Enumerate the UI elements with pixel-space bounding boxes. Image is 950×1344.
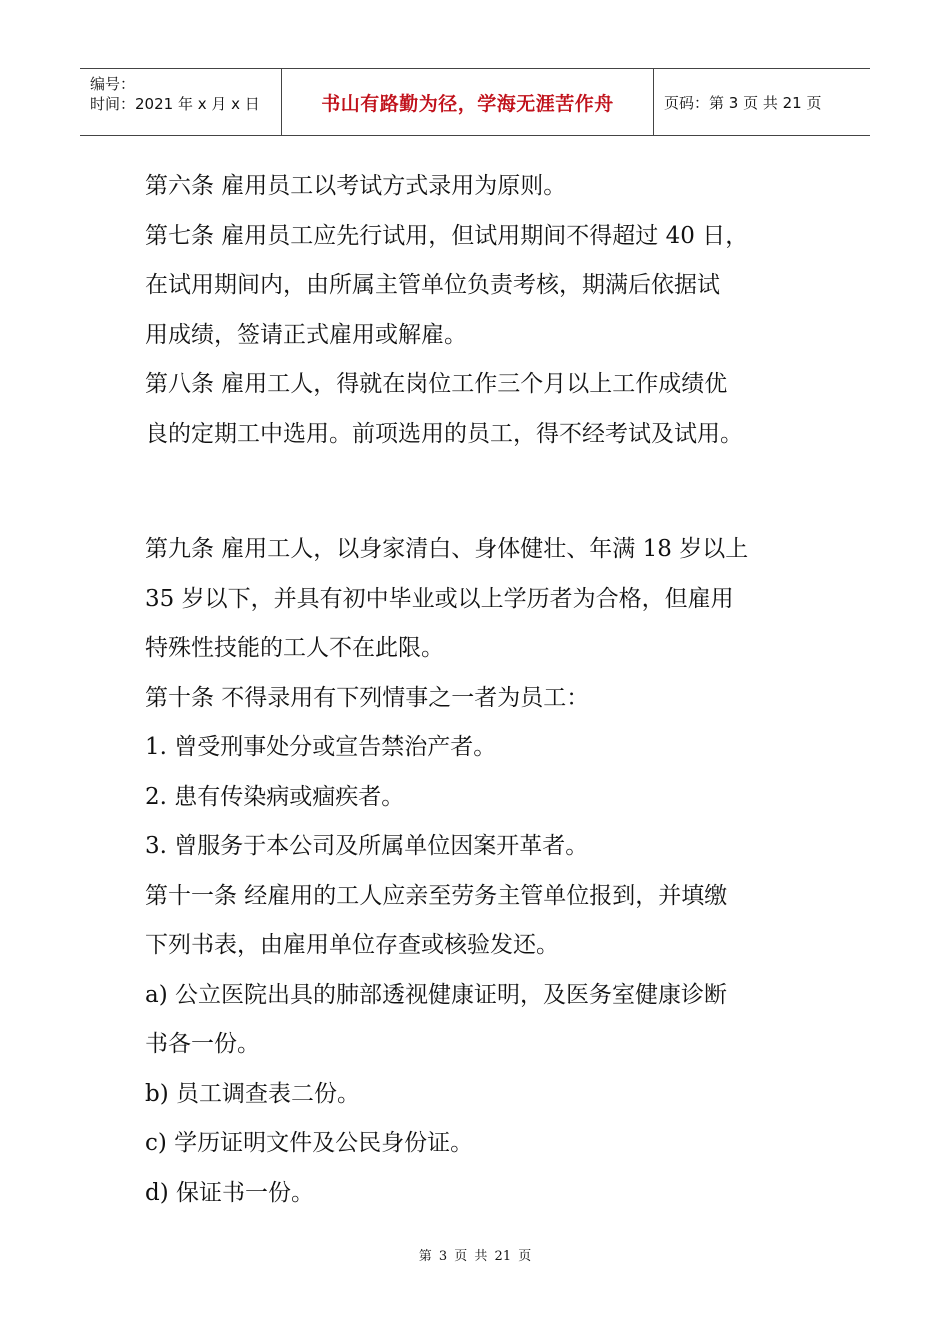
text-line: 书各一份。 [145, 1031, 260, 1057]
list-item: c) 学历证明文件及公民身份证。 [145, 1130, 474, 1156]
text-line: 下列书表，由雇用单位存查或核验发还。 [145, 932, 559, 958]
paragraph-group-2 [145, 525, 825, 1218]
document-time-label: 时间：2021 年 x 月 x 日 [90, 95, 260, 113]
document-number-label: 编号： [90, 75, 136, 93]
list-item: 3. 曾服务于本公司及所属单位因案开革者。 [145, 833, 589, 859]
paragraph-spacer [145, 459, 825, 525]
header-page-info: 页码：第 3 页 共 21 页 [664, 93, 822, 112]
text-line: 第十一条 经雇用的工人应亲至劳务主管单位报到，并填缴 [145, 882, 728, 909]
document-body [145, 162, 825, 1218]
list-item: 2. 患有传染病或痼疾者。 [145, 783, 405, 810]
text-line: 在试用期间内，由所属主管单位负责考核，期满后依据试 [145, 272, 720, 298]
list-item: d) 保证书一份。 [145, 1179, 315, 1206]
header-motto-cell [282, 69, 654, 135]
text-line: 第七条 雇用员工应先行试用，但试用期间不得超过 40 日， [145, 222, 749, 249]
text-line: 良的定期工中选用。前项选用的员工，得不经考试及试用。 [145, 420, 743, 447]
header-page-cell [654, 69, 870, 135]
page-header [80, 68, 870, 136]
text-line: 第十条 不得录用有下列情事之一者为员工： [145, 684, 590, 711]
list-item: b) 员工调查表二份。 [145, 1080, 361, 1107]
text-line: 用成绩，签请正式雇用或解雇。 [145, 321, 467, 348]
list-item: 1. 曾受刑事处分或宣告禁治产者。 [145, 734, 497, 760]
header-motto: 书山有路勤为径，学海无涯苦作舟 [321, 92, 614, 115]
text-line: 第六条 雇用员工以考试方式录用为原则。 [145, 173, 567, 199]
text-line: 特殊性技能的工人不在此限。 [145, 635, 444, 661]
header-meta-cell [80, 69, 282, 135]
text-line: 第九条 雇用工人，以身家清白、身体健壮、年满 18 岁以上 [145, 536, 749, 562]
text-line: 35 岁以下，并具有初中毕业或以上学历者为合格，但雇用 [145, 585, 734, 612]
page-footer: 第 3 页 共 21 页 [418, 1249, 532, 1264]
paragraph-group-1 [145, 162, 825, 459]
list-item: a) 公立医院出具的肺部透视健康证明，及医务室健康诊断 [145, 981, 727, 1008]
text-line: 第八条 雇用工人，得就在岗位工作三个月以上工作成绩优 [145, 371, 728, 397]
